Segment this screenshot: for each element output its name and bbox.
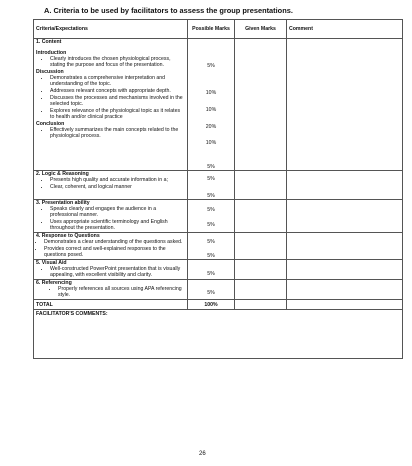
criteria-cell-logic-reasoning bbox=[34, 171, 188, 200]
mark-value: 5% bbox=[207, 176, 215, 182]
table-row-visual-aid bbox=[34, 260, 403, 280]
criteria-list bbox=[36, 75, 185, 120]
table-row-content bbox=[34, 39, 403, 171]
criteria-item: • Discusses the processes and mechanisms involved in the selected topic. bbox=[50, 95, 185, 107]
table-row-comments bbox=[34, 310, 403, 359]
table-row-total bbox=[34, 300, 403, 310]
criteria-item: • Demonstrates a clear understanding of the questions asked. bbox=[44, 239, 185, 245]
header-given-marks: Given Marks bbox=[235, 20, 287, 39]
criteria-item: • Effectively summarizes the main concepts related to the physiological process. bbox=[50, 127, 185, 139]
section-title: 4. Response to Questions bbox=[36, 233, 100, 239]
page-number: 26 bbox=[199, 451, 206, 457]
mark-value: 5% bbox=[207, 271, 215, 277]
given-marks-total-cell[interactable] bbox=[235, 300, 287, 310]
section-title: 2. Logic & Reasoning bbox=[36, 171, 89, 177]
section-title: 6. Referencing bbox=[36, 280, 72, 286]
possible-marks-cell bbox=[188, 39, 235, 171]
criteria-item: • Properly references all sources using APA referencing style. bbox=[58, 286, 185, 298]
table-row-response-questions bbox=[34, 233, 403, 260]
criteria-list bbox=[36, 286, 185, 298]
mark-value: 5% bbox=[207, 193, 215, 199]
comment-total-cell[interactable] bbox=[287, 300, 403, 310]
criteria-item: • Presents high quality and accurate information in a; bbox=[50, 177, 185, 183]
criteria-item: • Demonstrates a comprehensive interpretation and understanding of the topic. bbox=[50, 75, 185, 87]
criteria-item: • Provides correct and well-explained responses to the questions posed. bbox=[44, 246, 185, 258]
criteria-item: • Well-constructed PowerPoint presentation that is visually appealing, with excellent visibility and clarity. bbox=[50, 266, 185, 278]
page-heading: A. Criteria to be used by facilitators to assess the group presentations. bbox=[44, 6, 293, 15]
possible-marks-cell bbox=[188, 260, 235, 280]
section-title: 5. Visual Aid bbox=[36, 260, 67, 266]
facilitator-comments-cell[interactable] bbox=[34, 310, 403, 359]
given-marks-cell[interactable] bbox=[235, 39, 287, 171]
criteria-list bbox=[36, 177, 185, 190]
header-comment: Comment bbox=[287, 20, 403, 39]
mark-value: 5% bbox=[207, 253, 215, 259]
comment-cell[interactable] bbox=[287, 260, 403, 280]
subsection-title: Introduction bbox=[36, 50, 67, 56]
mark-value: 5% bbox=[207, 207, 215, 213]
criteria-cell-referencing bbox=[34, 280, 188, 300]
section-title: 1. Content bbox=[36, 39, 62, 45]
comment-cell[interactable] bbox=[287, 200, 403, 233]
possible-marks-cell bbox=[188, 200, 235, 233]
criteria-list bbox=[36, 206, 185, 231]
mark-value: 10% bbox=[205, 107, 217, 113]
subsection-title: Discussion bbox=[36, 69, 64, 75]
criteria-list bbox=[36, 239, 185, 258]
subsection-title: Conclusion bbox=[36, 121, 65, 127]
possible-marks-cell bbox=[188, 233, 235, 260]
table-row-presentation-ability bbox=[34, 200, 403, 233]
given-marks-cell[interactable] bbox=[235, 200, 287, 233]
given-marks-cell[interactable] bbox=[235, 260, 287, 280]
mark-value: 5% bbox=[207, 63, 215, 69]
mark-value: 5% bbox=[207, 222, 215, 228]
criteria-cell-response-questions bbox=[34, 233, 188, 260]
header-possible-marks: Possible Marks bbox=[188, 20, 235, 39]
comment-cell[interactable] bbox=[287, 171, 403, 200]
criteria-item: • Speaks clearly and engages the audience in a professional manner. bbox=[50, 206, 185, 218]
mark-value: 5% bbox=[207, 164, 215, 170]
criteria-cell-visual-aid bbox=[34, 260, 188, 280]
criteria-item: • Clear, coherent, and logical manner bbox=[50, 184, 185, 190]
mark-value: 10% bbox=[205, 90, 217, 96]
section-title: 3. Presentation ability bbox=[36, 200, 90, 206]
table-row-referencing bbox=[34, 280, 403, 300]
facilitator-comments-label: FACILITATOR'S COMMENTS: bbox=[36, 311, 108, 317]
table-header-row bbox=[34, 20, 403, 39]
mark-value: 10% bbox=[205, 140, 217, 146]
mark-value: 5% bbox=[207, 290, 215, 296]
mark-value: 20% bbox=[205, 124, 217, 130]
criteria-item: • Clearly introduces the chosen physiological process, stating the purpose and focus of the presentation. bbox=[50, 56, 185, 68]
criteria-cell-content bbox=[34, 39, 188, 171]
total-value: 100% bbox=[188, 300, 235, 310]
criteria-item: • Uses appropriate scientific terminology and English throughout the presentation. bbox=[50, 219, 185, 231]
table-row-logic-reasoning bbox=[34, 171, 403, 200]
comment-cell[interactable] bbox=[287, 233, 403, 260]
total-label: TOTAL bbox=[34, 300, 188, 310]
comment-cell[interactable] bbox=[287, 39, 403, 171]
possible-marks-cell bbox=[188, 171, 235, 200]
criteria-list bbox=[36, 56, 185, 68]
header-criteria: Criteria/Expectations bbox=[34, 20, 188, 39]
given-marks-cell[interactable] bbox=[235, 171, 287, 200]
criteria-list bbox=[36, 127, 185, 139]
given-marks-cell[interactable] bbox=[235, 280, 287, 300]
given-marks-cell[interactable] bbox=[235, 233, 287, 260]
criteria-list bbox=[36, 266, 185, 278]
comment-cell[interactable] bbox=[287, 280, 403, 300]
possible-marks-cell bbox=[188, 280, 235, 300]
assessment-rubric-table bbox=[33, 19, 403, 359]
mark-value: 5% bbox=[207, 239, 215, 245]
criteria-item: • Explores relevance of the physiological topic as it relates to health and/or clinical practice bbox=[50, 108, 185, 120]
criteria-cell-presentation-ability bbox=[34, 200, 188, 233]
criteria-item: • Addresses relevant concepts with appropriate depth. bbox=[50, 88, 185, 94]
